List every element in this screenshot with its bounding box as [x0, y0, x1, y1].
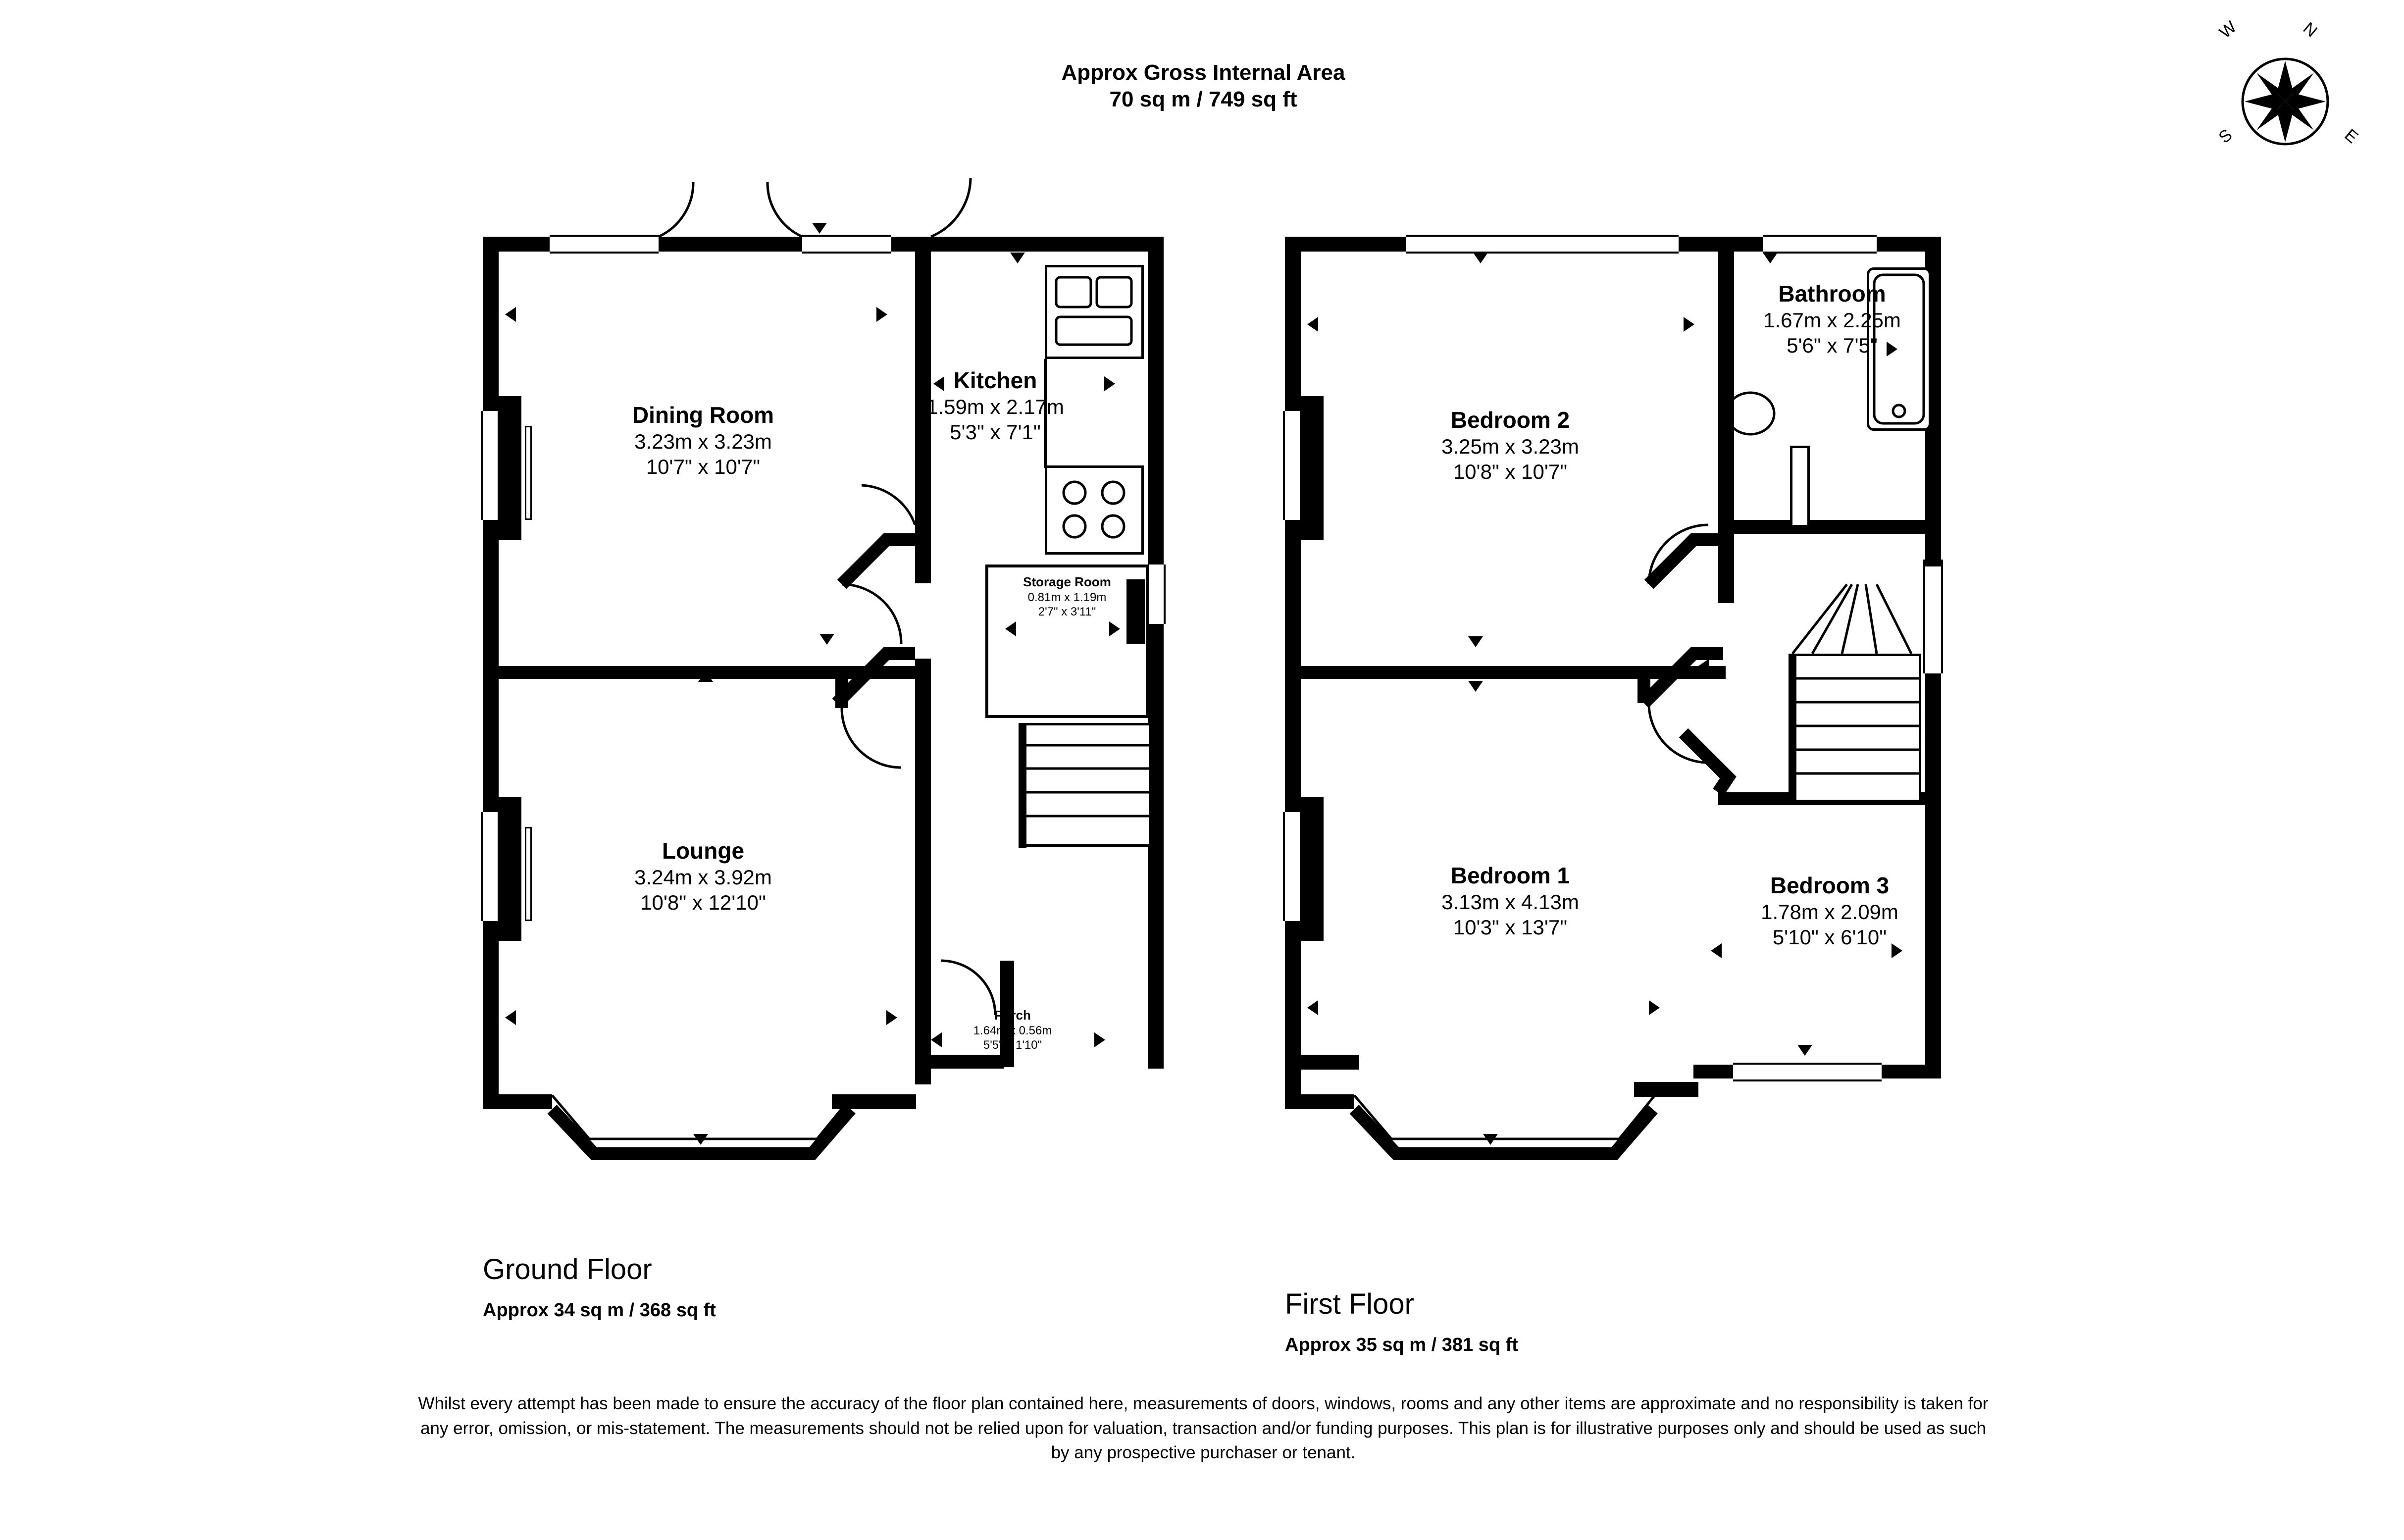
gf-arrow-storage-left	[1005, 621, 1016, 636]
gross-area-title: Approx Gross Internal Area	[1061, 60, 1345, 85]
compass-label-east: E	[2341, 125, 2362, 148]
ff-arrow-bed1-top	[1468, 681, 1483, 692]
page-title	[842, 59, 1565, 112]
gf-arrow-dining-bottom	[819, 634, 834, 645]
room-label-kitchen: Kitchen 1.59m x 2.17m 5'3" x 7'1"	[926, 367, 1064, 444]
ff-arrow-bed1-left	[1307, 1000, 1318, 1015]
ff-arrow-bed2-bottom	[1468, 636, 1483, 647]
compass-label-west: W	[2216, 17, 2241, 43]
ff-wall-bay-left-stub	[1285, 1094, 1354, 1109]
gf-arrow-lounge-top	[698, 671, 713, 682]
ff-arrow-bed2-top	[1473, 253, 1488, 263]
gf-arrow-kitchen-top	[1010, 253, 1025, 263]
ff-window-landing-right	[1923, 560, 1943, 673]
ground-floor-title: Ground Floor	[483, 1253, 652, 1285]
ff-window-bed2-top	[1406, 235, 1679, 254]
room-label-bedroom-2: Bedroom 2 3.25m x 3.23m 10'8" x 10'7"	[1441, 407, 1579, 484]
gf-arrow-lounge-right	[886, 1010, 897, 1025]
ground-floor-area: Approx 34 sq m / 368 sq ft	[483, 1300, 716, 1321]
room-label-lounge: Lounge 3.24m x 3.92m 10'8" x 12'10"	[634, 838, 772, 915]
gf-wall-bay-right-stub	[832, 1094, 916, 1109]
washbasin	[1723, 386, 1778, 441]
gf-stairs-block	[1023, 723, 1151, 847]
gf-window-kitchen-right	[1146, 565, 1166, 624]
storage-door-leaf	[1126, 579, 1145, 644]
gf-arrow-dining-top	[812, 223, 827, 234]
first-floor-area: Approx 35 sq m / 381 sq ft	[1285, 1335, 1518, 1355]
ff-wall-landing-left	[1718, 534, 1734, 603]
kitchen-hob	[1045, 465, 1144, 555]
ff-door-leaf-bath	[1790, 446, 1810, 527]
gf-wall-porch-left	[915, 961, 931, 1084]
gf-window-dining-top2	[802, 235, 891, 254]
ff-window-sill	[1925, 560, 1942, 566]
gf-wall-top-right	[931, 237, 1164, 252]
room-label-porch: Porch 1.64m x 0.56m 5'5" x 1'10"	[973, 1008, 1052, 1052]
room-label-dining-room: Dining Room 3.23m x 3.23m 10'7" x 10'7"	[632, 402, 774, 479]
gross-area-value: 70 sq m / 749 sq ft	[1109, 87, 1297, 111]
room-label-storage-room: Storage Room 0.81m x 1.19m 2'7" x 3'11"	[1023, 574, 1111, 618]
ff-window-bed3-bottom	[1733, 1063, 1882, 1081]
gf-arrow-lounge-left	[505, 1010, 516, 1025]
compass-rose	[2203, 17, 2367, 168]
gf-window-dining-top	[550, 235, 659, 254]
room-label-bathroom: Bathroom 1.67m x 2.25m 5'6" x 7'5"	[1763, 281, 1901, 358]
kitchen-sink	[1045, 265, 1144, 359]
room-label-bedroom-1: Bedroom 1 3.13m x 4.13m 10'3" x 13'7"	[1441, 863, 1579, 939]
gf-arrow-bay-bottom	[693, 1134, 708, 1145]
ff-wall-bay-right-stub	[1634, 1082, 1698, 1097]
disclaimer-text: Whilst every attempt has been made to ensure the accuracy of the floor plan contained here, measurements of doors, windows, rooms and any other items are approximate and no responsibility is taken for any error, omission, or mis-statement. The measurements should not be relied upon for valuation, transaction and/or funding purposes. This plan is for illustrative purposes only and should be used as such by any prospective purchaser or tenant.	[418, 1394, 1989, 1463]
ff-arrow-bed1-right	[1649, 1000, 1660, 1015]
compass-label-north: N	[2299, 18, 2321, 41]
gf-wall-right	[1148, 237, 1164, 1069]
ff-arrow-landing-left	[1698, 659, 1709, 673]
ff-wall-bed2-bed1	[1285, 666, 1726, 679]
ff-stairs-block	[1792, 654, 1921, 802]
first-floor-title: First Floor	[1285, 1288, 1414, 1320]
gf-arrow-porch-right	[1094, 1032, 1105, 1047]
ff-window-bath-top	[1763, 235, 1877, 254]
ff-arrow-bath-top	[1763, 253, 1778, 263]
ff-wall-bath-bottom	[1718, 520, 1941, 534]
room-label-bedroom-3: Bedroom 3 1.78m x 2.09m 5'10" x 6'10"	[1761, 873, 1898, 949]
compass-label-south: S	[2215, 125, 2236, 148]
ff-arrow-bed3-bottom	[1797, 1045, 1812, 1056]
gf-wall-bay-left-stub	[483, 1094, 552, 1109]
gf-arrow-storage-right	[1109, 621, 1120, 636]
ff-arrow-bed2-right	[1684, 317, 1694, 332]
gf-arrow-dining-left	[505, 307, 516, 322]
ff-arrow-bed2-left	[1307, 317, 1318, 332]
ff-wall-bottom-left-stub	[1285, 1055, 1359, 1070]
ff-arrow-ff-bay-bottom	[1483, 1134, 1498, 1145]
gf-arrow-dining-right	[876, 307, 887, 322]
